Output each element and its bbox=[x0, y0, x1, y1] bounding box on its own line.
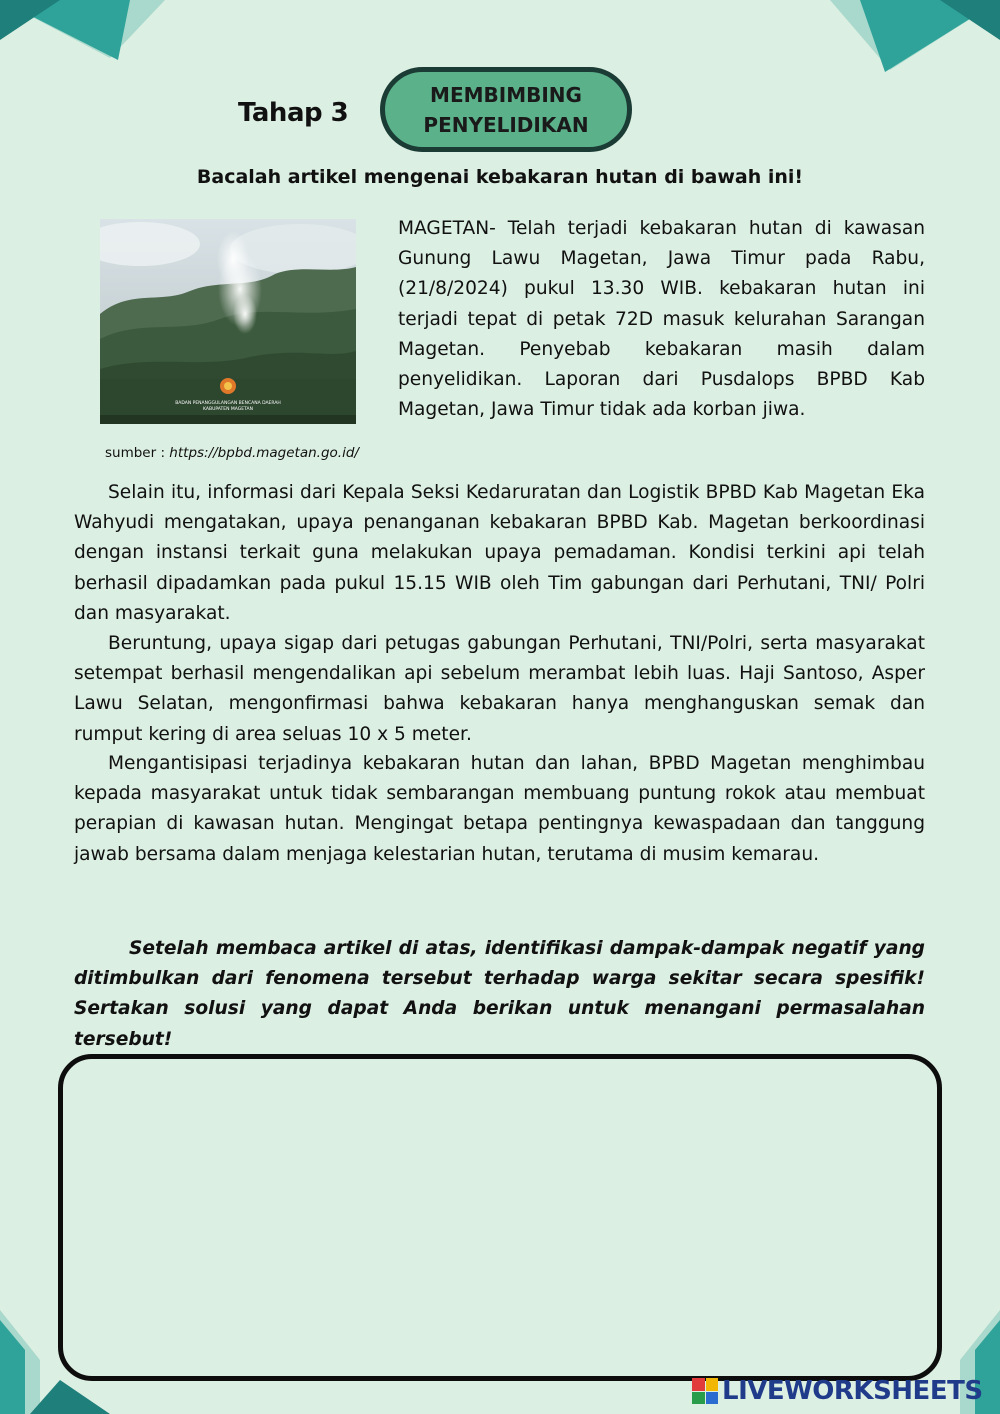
banner-text-1: BADAN PENANGGULANGAN BENCANA DAERAH bbox=[175, 401, 281, 406]
article-paragraph-4: Mengantisipasi terjadinya kebakaran hutan dan lahan, BPBD Magetan menghimbau kepada masyarakat untuk tidak sembarangan membuang puntung rokok atau membuat perapian di kawasan hutan. Mengingat betapa pentingnya kewaspadaan dan tanggung jawab bersama dalam menjaga kelestarian hutan, terutama di musim kemarau. bbox=[74, 753, 925, 865]
stage-label: Tahap 3 bbox=[238, 98, 349, 128]
article-paragraph-2: Selain itu, informasi dari Kepala Seksi Kedaruratan dan Logistik BPBD Kab Magetan Eka Wahyudi mengatakan, upaya penanganan kebakaran BPBD Kab. Magetan berkoordinasi dengan instansi terkait guna melakukan upaya pemadaman. Kondisi terkini api telah berhasil dipadamkan pada pukul 15.15 WIB oleh Tim gabungan dari Perhutani, TNI/ Polri dan masyarakat. bbox=[74, 482, 925, 624]
article-paragraph-1: MAGETAN- Telah terjadi kebakaran hutan di kawasan Gunung Lawu Magetan, Jawa Timur pada Rabu, (21/8/2024) pukul 13.30 WIB. kebakaran hutan ini terjadi tepat di petak 72D masuk kelurahan Sarangan Magetan. Penyebab kebakaran masih dalam penyelidikan. Laporan dari Pusdalops BPBD Kab Magetan, Jawa Timur tidak ada korban jiwa. bbox=[398, 218, 925, 421]
source-url: https://bpbd.magetan.go.id/ bbox=[169, 445, 359, 461]
reading-instruction: Bacalah artikel mengenai kebakaran hutan di bawah ini! bbox=[196, 166, 804, 188]
caption-prefix: sumber : bbox=[105, 445, 170, 461]
stage-title-line1: MEMBIMBING bbox=[430, 82, 582, 107]
banner-text-2: KABUPATEN MAGETAN bbox=[203, 407, 253, 412]
liveworksheets-logo-icon bbox=[692, 1378, 718, 1404]
stage-title-line2: PENYELIDIKAN bbox=[423, 112, 589, 137]
forest-fire-photo bbox=[100, 219, 356, 424]
answer-text-area[interactable] bbox=[58, 1054, 942, 1381]
liveworksheets-watermark bbox=[692, 1376, 983, 1406]
watermark-text: LIVEWORKSHEETS bbox=[722, 1376, 983, 1406]
corner-decoration-top-left bbox=[0, 0, 170, 70]
corner-decoration-top-right bbox=[820, 0, 1000, 75]
task-question: Setelah membaca artikel di atas, identifikasi dampak-dampak negatif yang ditimbulkan dari fenomena tersebut terhadap warga sekitar secara spesifik! Sertakan solusi yang dapat Anda berikan untuk menangani permasalahan tersebut! bbox=[74, 938, 925, 1050]
article-paragraph-3: Beruntung, upaya sigap dari petugas gabungan Perhutani, TNI/Polri, serta masyarakat setempat berhasil mengendalikan api sebelum merambat lebih luas. Haji Santoso, Asper Lawu Selatan, mengonfirmasi bahwa kebakaran hanya menghanguskan semak dan rumput kering di area seluas 10 x 5 meter. bbox=[74, 633, 925, 745]
image-caption bbox=[105, 445, 359, 461]
stage-title-badge bbox=[380, 67, 632, 152]
